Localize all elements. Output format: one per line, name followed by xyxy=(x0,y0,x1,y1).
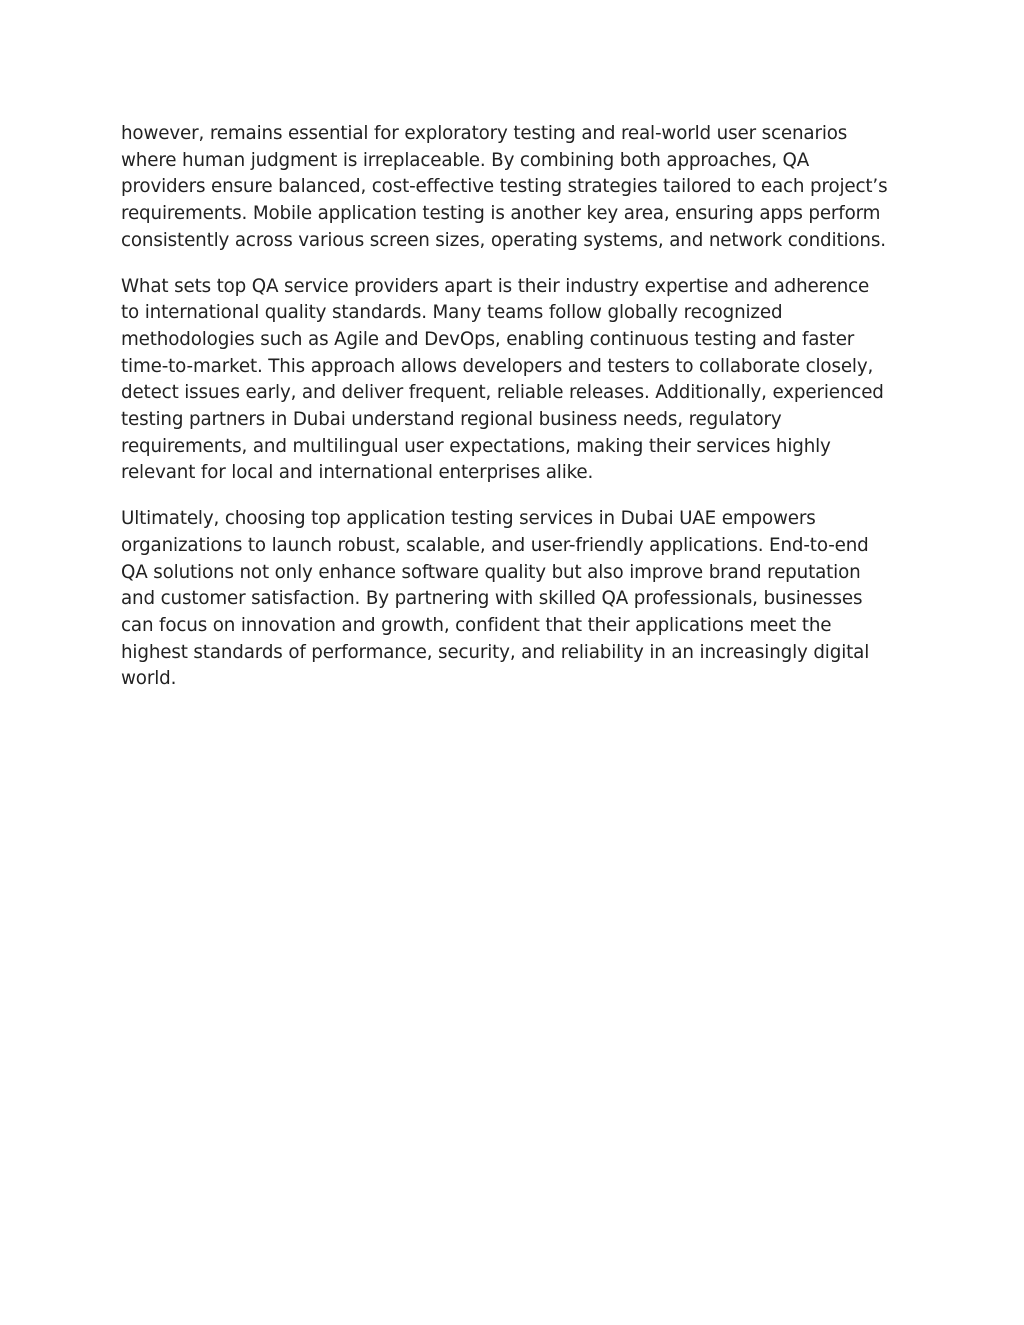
text-line: detect issues early, and deliver frequent, reliable releases. Additionally, experienced xyxy=(121,382,884,404)
text-line: can focus on innovation and growth, confident that their applications meet the xyxy=(121,614,832,636)
text-line: organizations to launch robust, scalable, and user-friendly applications. End-to-end xyxy=(121,534,869,556)
text-line: however, remains essential for exploratory testing and real-world user scenarios xyxy=(121,123,848,144)
text-line: QA solutions not only enhance software quality but also improve brand reputation xyxy=(121,561,861,583)
text-line: to international quality standards. Many teams follow globally recognized xyxy=(121,302,783,324)
text-line: relevant for local and international enterprises alike. xyxy=(121,462,594,484)
text-line: providers ensure balanced, cost-effective testing strategies tailored to each project’s xyxy=(121,176,888,198)
text-line: testing partners in Dubai understand regional business needs, regulatory xyxy=(121,409,782,431)
text-line: and customer satisfaction. By partnering with skilled QA professionals, businesses xyxy=(121,588,863,610)
paragraph-conclusion xyxy=(121,506,911,693)
paragraph-provider-expertise xyxy=(121,274,911,488)
text-line: requirements. Mobile application testing is another key area, ensuring apps perform xyxy=(121,203,881,225)
text-line: consistently across various screen sizes, operating systems, and network conditions. xyxy=(121,229,886,251)
text-line: What sets top QA service providers apart is their industry expertise and adherence xyxy=(121,275,870,297)
paragraph-testing-approaches xyxy=(121,121,911,255)
text-line: time-to-market. This approach allows developers and testers to collaborate closely, xyxy=(121,355,874,377)
text-line: world. xyxy=(121,668,177,690)
text-line: Ultimately, choosing top application testing services in Dubai UAE empowers xyxy=(121,508,816,530)
text-line: where human judgment is irreplaceable. By combining both approaches, QA xyxy=(121,149,810,171)
body-text xyxy=(121,121,911,712)
text-line: methodologies such as Agile and DevOps, enabling continuous testing and faster xyxy=(121,328,855,350)
text-line: requirements, and multilingual user expectations, making their services highly xyxy=(121,435,831,457)
text-line: highest standards of performance, security, and reliability in an increasingly digital xyxy=(121,641,870,663)
